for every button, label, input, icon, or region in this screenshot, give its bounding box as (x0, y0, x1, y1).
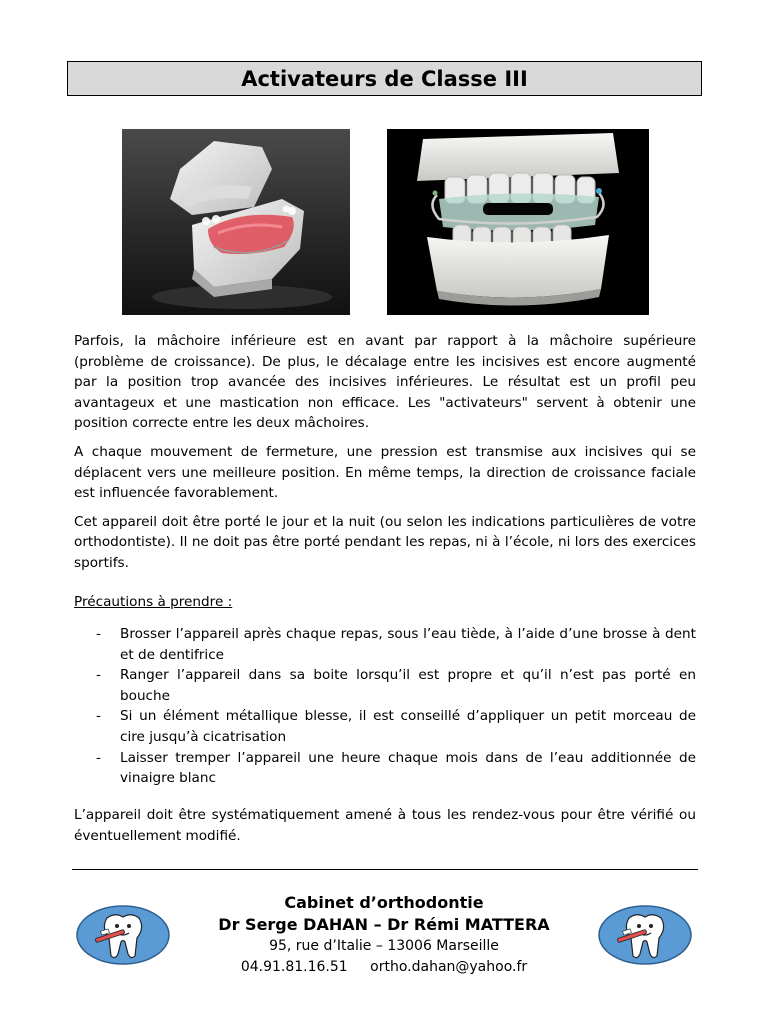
page-title-box (67, 61, 702, 96)
list-item-text: Brosser l’appareil après chaque repas, sous l’eau tiède, à l’aide d’une brosse à dent et de dentifrice (120, 626, 696, 663)
email-address[interactable]: ortho.dahan@yahoo.fr (370, 959, 528, 975)
bullet-dash: - (96, 708, 101, 725)
list-item-text: Si un élément métallique blesse, il est conseillé d’appliquer un petit morceau de cire jusqu’à cicatrisation (120, 708, 696, 745)
precautions-heading: Précautions à prendre : (74, 594, 233, 610)
activator-on-plaster-cast-photo (387, 129, 649, 315)
footer-divider (72, 869, 698, 870)
bullet-dash: - (96, 626, 101, 642)
list-item (74, 624, 696, 665)
bullet-dash: - (96, 749, 101, 766)
contact-line (0, 957, 768, 978)
paragraph-mechanism: A chaque mouvement de fermeture, une pression est transmise aux incisives qui se déplacent vers une meilleure position. En même temps, la direction de croissance faciale est influencée favorablement. (74, 443, 696, 502)
intro-paragraphs (74, 331, 696, 582)
paragraph-wearing: Cet appareil doit être porté le jour et la nuit (ou selon les indications particulières de votre orthodontiste). Il ne doit pas être porté pendant les repas, ni à l’école, ni lors des exercices sportifs. (74, 513, 696, 571)
closing-paragraph (74, 805, 696, 854)
list-item (74, 665, 696, 706)
page-title: Activateurs de Classe III (241, 66, 528, 91)
address: 95, rue d’Italie – 13006 Marseille (269, 938, 499, 954)
cabinet-name: Cabinet d’orthodontie (284, 893, 484, 912)
list-item (74, 706, 696, 747)
precautions-list (74, 624, 696, 789)
paragraph-intro: Parfois, la mâchoire inférieure est en avant par rapport à la mâchoire supérieure (problème de croissance). De plus, le décalage entre les incisives est encore augmenté par la position trop avancée des incisives inférieures. Le résultat est un profil peu avantageux et une mastication non efficace. Les "activateurs" servent à obtenir une position correcte entre les deux mâchoires. (74, 333, 696, 432)
phone-number: 04.91.81.16.51 (240, 959, 348, 975)
footer-contact (0, 892, 768, 978)
list-item-text: Laisser tremper l’appareil une heure chaque mois dans de l’eau additionnée de vinaigre blanc (120, 749, 696, 787)
list-item-text: Ranger l’appareil dans sa boite lorsqu’il est propre et qu’il n’est pas porté en bouche (120, 667, 696, 704)
doctor-names: Dr Serge DAHAN – Dr Rémi MATTERA (218, 915, 550, 934)
closing-text: L’appareil doit être systématiquement amené à tous les rendez-vous pour être vérifié ou éventuellement modifié. (74, 807, 696, 844)
bullet-dash: - (96, 667, 101, 684)
appliance-on-plaster-model-photo (122, 129, 350, 315)
list-item (74, 748, 696, 789)
